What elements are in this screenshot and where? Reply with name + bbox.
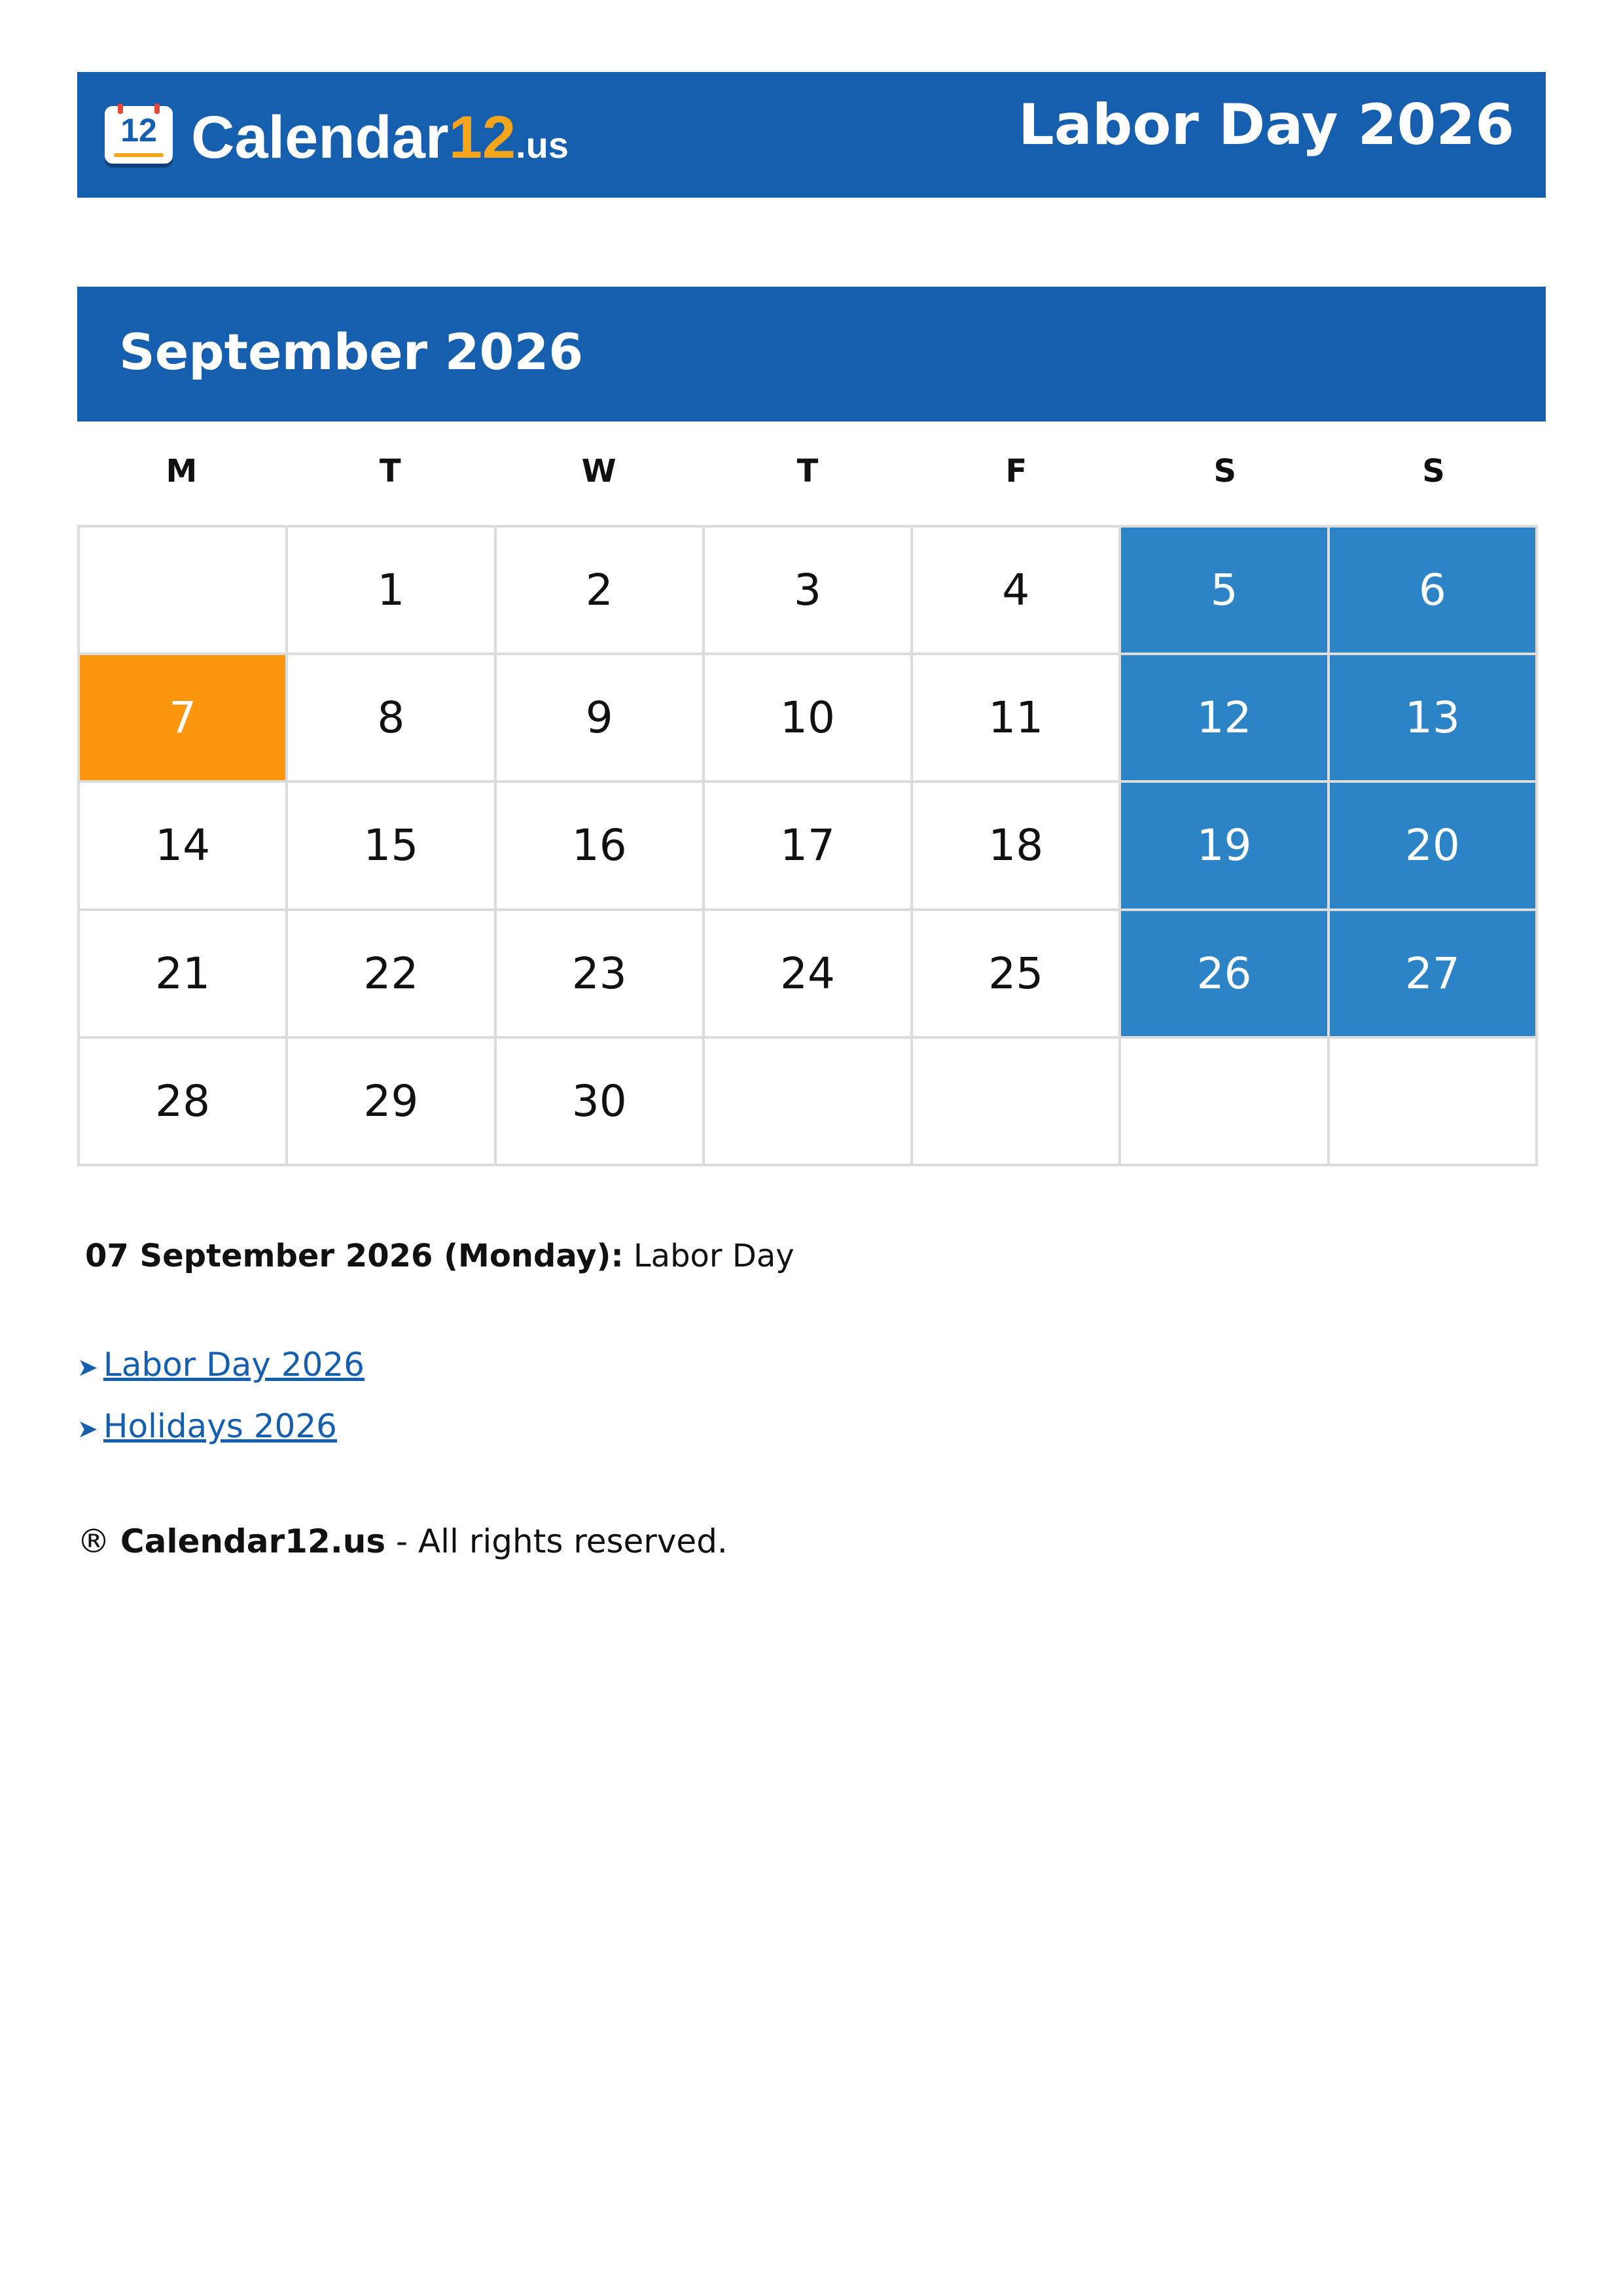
month-title: September 2026 — [119, 323, 584, 381]
day-cell[interactable]: 3 — [705, 528, 913, 655]
empty-day-cell — [1330, 1039, 1538, 1166]
weekday-label: W — [581, 453, 616, 490]
day-cell[interactable]: 13 — [1330, 655, 1538, 783]
day-cell[interactable]: 25 — [913, 911, 1121, 1039]
day-cell[interactable]: 11 — [913, 655, 1121, 783]
weekday-label: S — [1422, 453, 1445, 490]
day-cell[interactable]: 24 — [705, 911, 913, 1039]
day-cell[interactable]: 10 — [705, 655, 913, 783]
related-links — [77, 1335, 365, 1458]
site-header — [77, 72, 1546, 198]
day-cell[interactable]: 29 — [288, 1039, 496, 1166]
day-cell[interactable]: 23 — [497, 911, 705, 1039]
arrow-right-icon: ➤ — [77, 1353, 98, 1382]
day-cell[interactable]: 19 — [1121, 783, 1329, 910]
weekday-label: T — [379, 453, 401, 490]
day-cell[interactable]: 15 — [288, 783, 496, 910]
day-cell[interactable]: 21 — [80, 911, 288, 1039]
day-cell[interactable]: 1 — [288, 528, 496, 655]
empty-day-cell — [705, 1039, 913, 1166]
registered-symbol: ® — [77, 1522, 110, 1560]
day-cell[interactable]: 17 — [705, 783, 913, 910]
holiday-date: 07 September 2026 (Monday): — [85, 1238, 624, 1274]
day-cell[interactable]: 6 — [1330, 528, 1538, 655]
weekday-label: F — [1005, 453, 1027, 490]
day-cell[interactable]: 26 — [1121, 911, 1329, 1039]
footer-copyright — [77, 1518, 728, 1564]
day-cell[interactable]: 8 — [288, 655, 496, 783]
arrow-right-icon: ➤ — [77, 1414, 98, 1443]
empty-day-cell — [913, 1039, 1121, 1166]
footer-brand: Calendar12.us — [120, 1522, 386, 1560]
day-cell[interactable]: 18 — [913, 783, 1121, 910]
weekday-label: T — [796, 453, 819, 490]
calendar-grid — [77, 525, 1538, 1166]
footer-text: - All rights reserved. — [396, 1522, 728, 1560]
day-cell[interactable]: 2 — [497, 528, 705, 655]
day-cell[interactable]: 9 — [497, 655, 705, 783]
logo-wordmark — [191, 103, 569, 179]
day-cell[interactable]: 12 — [1121, 655, 1329, 783]
calendar-icon — [105, 106, 173, 164]
link-holidays-2026[interactable]: Holidays 2026 — [103, 1407, 337, 1445]
link-labor-day-2026[interactable]: Labor Day 2026 — [103, 1346, 365, 1384]
empty-day-cell — [80, 528, 288, 655]
logo-number: 12 — [448, 104, 516, 171]
holiday-name: Labor Day — [633, 1238, 794, 1274]
link-row-labor-day — [77, 1335, 365, 1397]
page-title: Labor Day 2026 — [1018, 92, 1514, 158]
day-cell[interactable]: 16 — [497, 783, 705, 910]
calendar-icon-number: 12 — [120, 112, 157, 149]
day-cell[interactable]: 7 — [80, 655, 288, 783]
day-cell[interactable]: 14 — [80, 783, 288, 910]
logo-tld: .us — [516, 124, 569, 166]
day-cell[interactable]: 30 — [497, 1039, 705, 1166]
day-cell[interactable]: 27 — [1330, 911, 1538, 1039]
holiday-entry — [85, 1234, 794, 1278]
weekday-header-row — [77, 452, 1538, 491]
logo-name: Calendar — [191, 104, 449, 171]
day-cell[interactable]: 22 — [288, 911, 496, 1039]
day-cell[interactable]: 20 — [1330, 783, 1538, 910]
weekday-label: S — [1213, 453, 1237, 490]
day-cell[interactable]: 5 — [1121, 528, 1329, 655]
empty-day-cell — [1121, 1039, 1329, 1166]
month-header — [77, 287, 1546, 422]
day-cell[interactable]: 28 — [80, 1039, 288, 1166]
weekday-label: M — [166, 453, 198, 490]
link-row-holidays — [77, 1397, 365, 1458]
day-cell[interactable]: 4 — [913, 528, 1121, 655]
